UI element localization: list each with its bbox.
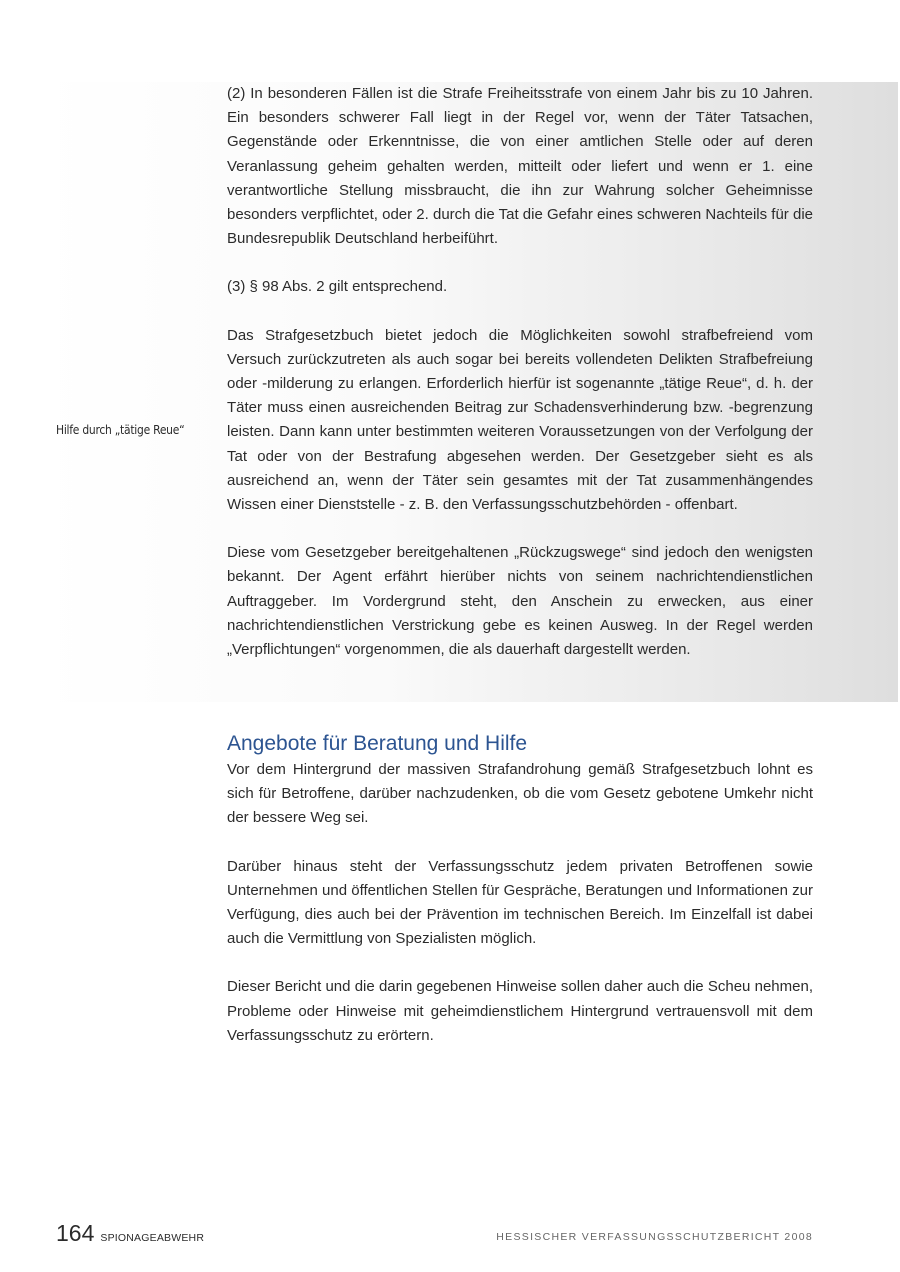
paragraph: Das Strafgesetzbuch bietet jedoch die Möglichkeiten sowohl strafbefreiend vom Versuch zurückzutreten als auch sogar bei bereits vollendeten Delikten Strafbefreiung oder -milderung zu erlangen. Erforderlich hierfür ist sogenannte „tätige Reue“, d. h. der Täter muss einen ausreichenden Beitrag zur Schadensverhinderung bzw. -begrenzung leisten. Dann kann unter bestimmten weiteren Voraussetzungen von der Verfolgung der Tat oder von der Bestrafung abgesehen werden. Der Gesetzgeber sieht es als ausreichend an, wenn der Täter sein gesamtes mit der Tat zusammenhängendes Wissen einer Dienststelle - z. B. den Verfassungsschutzbehörden - offenbart. — [227, 326, 813, 514]
section-heading: Angebote für Beratung und Hilfe — [227, 732, 528, 755]
publication-title: HESSISCHER VERFASSUNGSSCHUTZBERICHT 2008 — [496, 1231, 813, 1243]
paragraph: Diese vom Gesetzgeber bereitgehaltenen „Rückzugswege“ sind jedoch den wenigsten bekannt. Der Agent erfährt hierüber nichts von seinem nachrichtendienstlichen Auftraggeber. Im Vordergrund steht, den Anschein zu erwecken, aus einer nachrichtendienstlichen Verstrickung gebe es keinen Ausweg. In der Regel werden „Verpflichtungen“ vorgenommen, die als dauerhaft dargestellt werden. — [227, 544, 813, 659]
box-text — [227, 82, 813, 662]
paragraph: (3) § 98 Abs. 2 gilt entsprechend. — [227, 278, 448, 296]
paragraph: Dieser Bericht und die darin gegebenen Hinweise sollen daher auch die Scheu nehmen, Probleme oder Hinweise mit geheimdienstlichem Hintergrund vertrauensvoll mit dem Verfassungsschutz zu erörtern. — [227, 978, 813, 1044]
page-number: 164 — [56, 1220, 95, 1246]
paragraph: Vor dem Hintergrund der massiven Strafandrohung gemäß Strafgesetzbuch lohnt es sich für Betroffene, darüber nachzudenken, ob die vom Gesetz gebotene Umkehr nicht der bessere Weg sei. — [227, 761, 813, 827]
footer-left — [56, 1220, 204, 1247]
paragraph: (2) In besonderen Fällen ist die Strafe Freiheitsstrafe von einem Jahr bis zu 10 Jahren. Ein besonders schwerer Fall liegt in der Regel vor, wenn der Täter Tatsachen, Gegenstände oder Erkenntnisse, die von einer amtlichen Stelle oder auf deren Veranlassung geheim gehalten werden, mitteilt oder liefert und wenn er 1. eine verantwortliche Stellung missbraucht, die ihn zur Wahrung solcher Geheimnisse besonders verpflichtet, oder 2. durch die Tat die Gefahr eines schweren Nachteils für die Bundesrepublik Deutschland herbeiführt. — [227, 85, 813, 248]
section-name: SPIONAGEABWEHR — [100, 1232, 205, 1244]
section-text — [227, 758, 813, 1048]
margin-note: Hilfe durch „tätige Reue“ — [56, 422, 185, 437]
paragraph: Darüber hinaus steht der Verfassungsschutz jedem privaten Betroffenen sowie Unternehmen und öffentlichen Stellen für Gespräche, Beratungen und Informationen zur Verfügung, dies auch bei der Prävention im technischen Bereich. Im Einzelfall ist dabei auch die Vermittlung von Spezialisten möglich. — [227, 857, 813, 948]
